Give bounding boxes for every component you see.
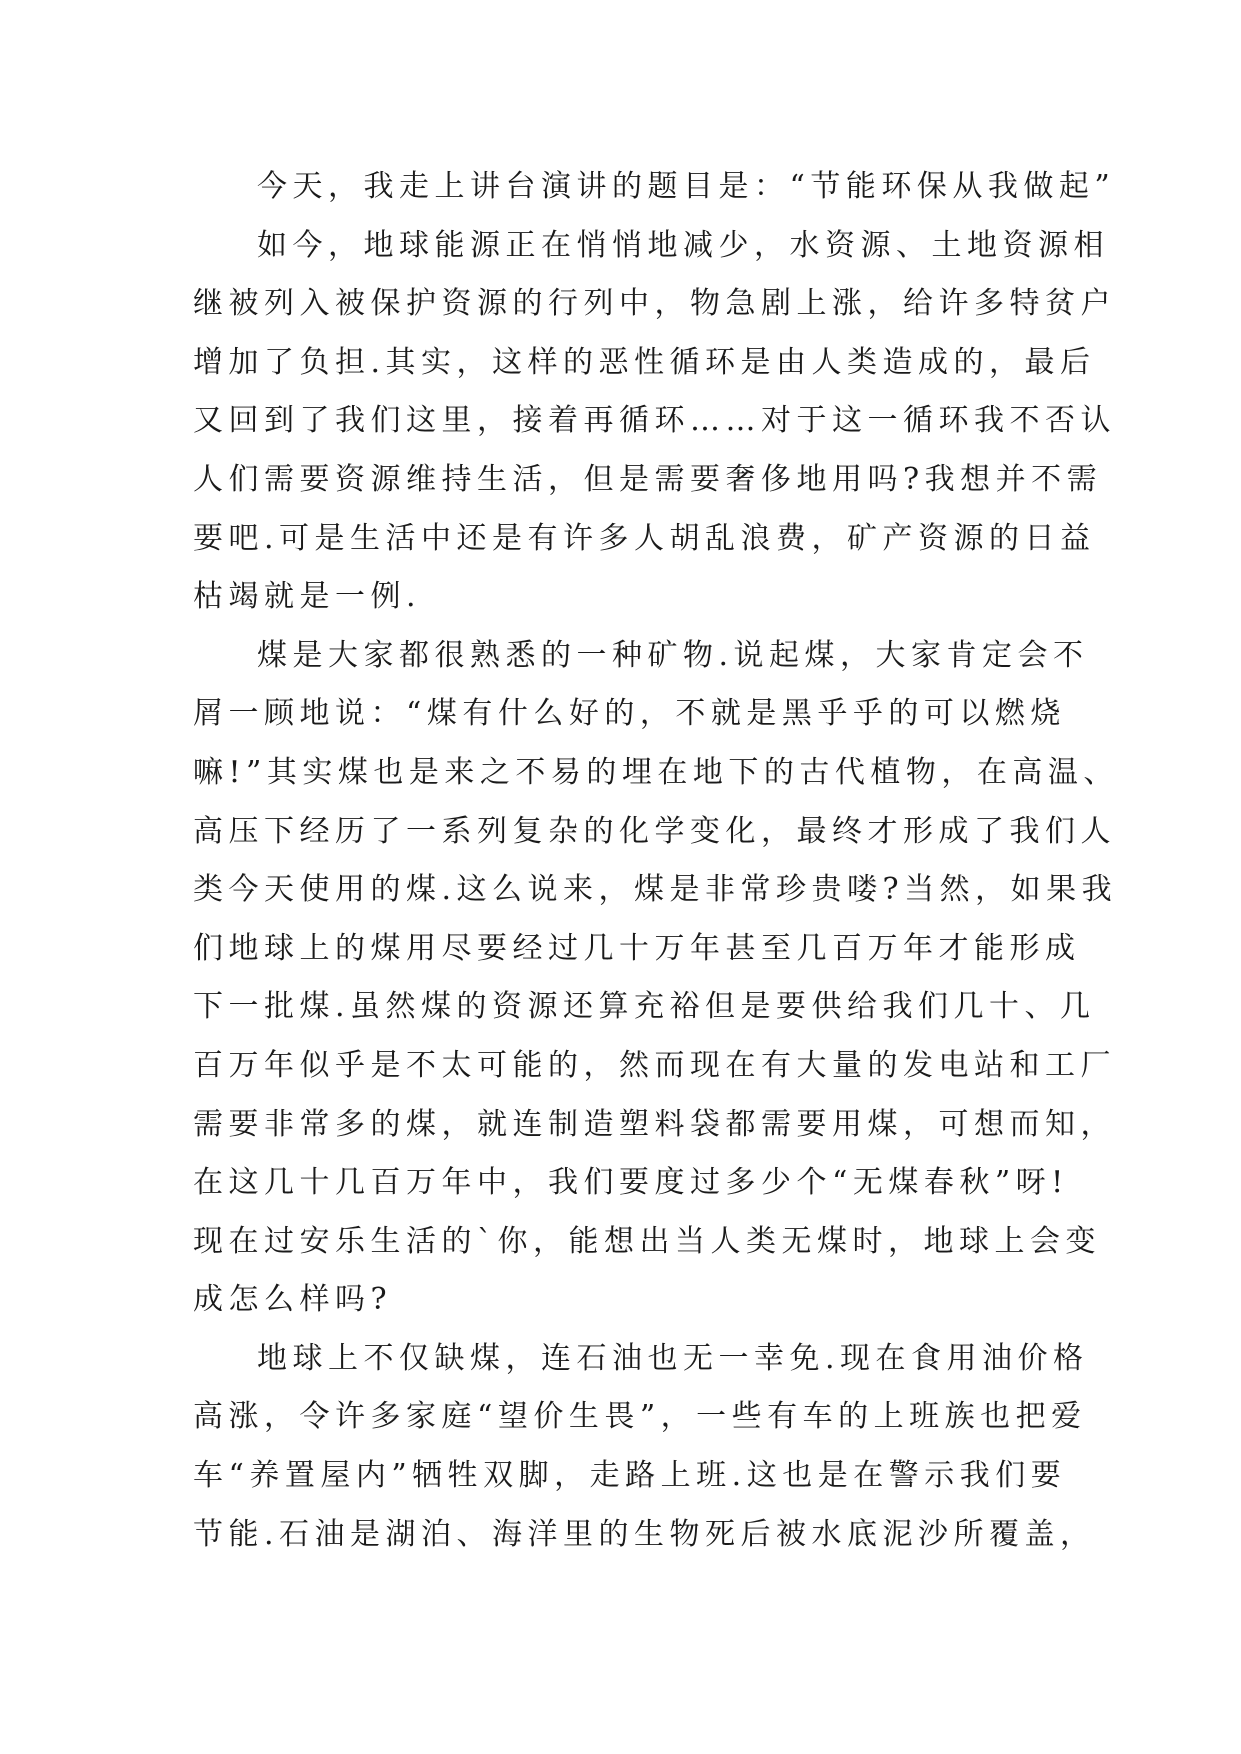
text-line: 车“养置屋内”牺牲双脚，走路上班.这也是在警示我们要 (193, 1458, 1067, 1494)
text-line: 继被列入被保护资源的行列中，物急剧上涨，给许多特贫户 (193, 286, 1116, 322)
body-text (193, 158, 1119, 1564)
paragraph-resources (193, 217, 1116, 627)
text-line: 又回到了我们这里，接着再循环……对于这一循环我不否认 (193, 403, 1116, 439)
text-line: 要吧.可是生活中还是有许多人胡乱浪费，矿产资源的日益 (193, 520, 1096, 556)
text-line: 需要非常多的煤，就连制造塑料袋都需要用煤，可想而知， (193, 1106, 1116, 1142)
text-line: 如今，地球能源正在悄悄地减少，水资源、土地资源相 (257, 227, 1109, 263)
text-line: 煤是大家都很熟悉的一种矿物.说起煤，大家肯定会不 (257, 637, 1089, 673)
text-line: 类今天使用的煤.这么说来，煤是非常珍贵喽?当然，如果我 (193, 872, 1118, 908)
text-line: 高压下经历了一系列复杂的化学变化，最终才形成了我们人 (193, 813, 1116, 849)
text-line: 节能.石油是湖泊、海洋里的生物死后被水底泥沙所覆盖， (193, 1516, 1096, 1552)
paragraph-coal (193, 627, 1119, 1330)
text-line: 百万年似乎是不太可能的，然而现在有大量的发电站和工厂 (193, 1047, 1116, 1083)
text-line: 人们需要资源维持生活，但是需要奢侈地用吗?我想并不需 (193, 461, 1103, 497)
text-line: 在这几十几百万年中，我们要度过多少个“无煤春秋”呀! (193, 1165, 1069, 1201)
text-line: 高涨，令许多家庭“望价生畏”，一些有车的上班族也把爱 (193, 1399, 1087, 1435)
text-line: 增加了负担.其实，这样的恶性循环是由人类造成的，最后 (193, 344, 1096, 380)
text-line: 今天，我走上讲台演讲的题目是：“节能环保从我做起” (257, 169, 1116, 204)
text-line: 下一批煤.虽然煤的资源还算充裕但是要供给我们几十、几 (193, 989, 1096, 1025)
text-line: 地球上不仅缺煤，连石油也无一幸免.现在食用油价格 (257, 1340, 1089, 1376)
text-line: 屑一顾地说：“煤有什么好的，不就是黑乎乎的可以燃烧 (193, 696, 1066, 732)
text-line: 成怎么样吗? (193, 1282, 393, 1318)
text-line: 现在过安乐生活的`你，能想出当人类无煤时，地球上会变 (193, 1223, 1101, 1259)
text-line: 嘛!”其实煤也是来之不易的埋在地下的古代植物，在高温、 (193, 754, 1119, 790)
text-line: 们地球上的煤用尽要经过几十万年甚至几百万年才能形成 (193, 930, 1081, 966)
paragraph-oil (193, 1330, 1096, 1564)
paragraph-intro (193, 158, 1116, 217)
text-line: 枯竭就是一例. (193, 579, 422, 615)
